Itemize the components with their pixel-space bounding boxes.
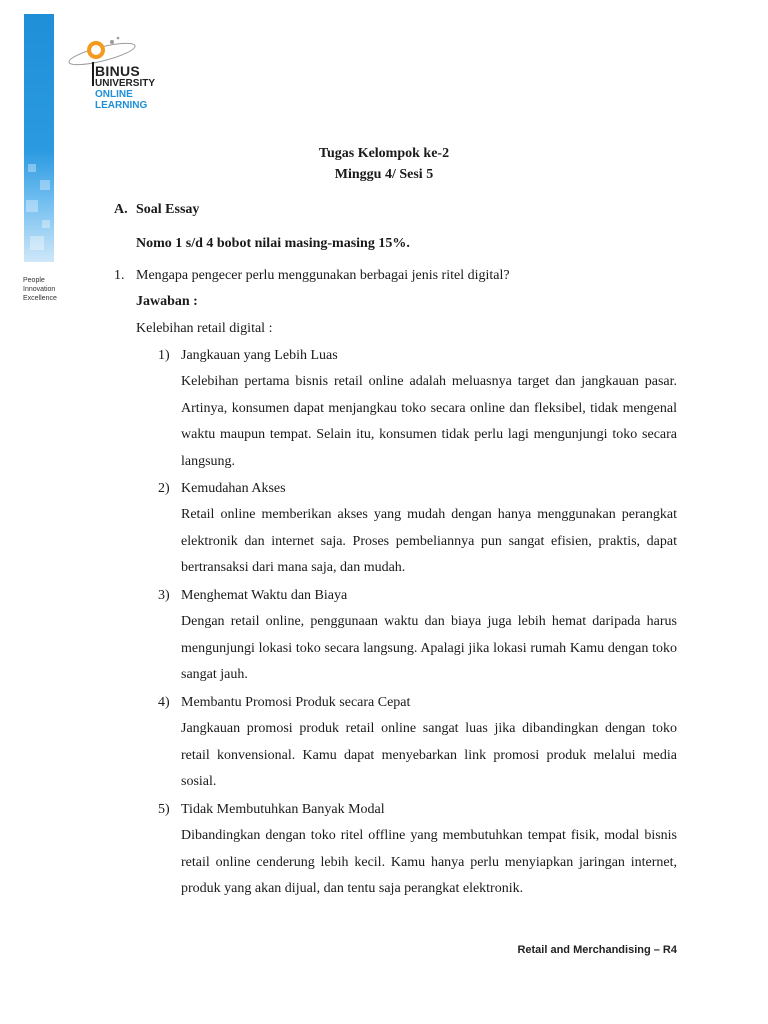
logo-wordmark: [95, 64, 155, 111]
logo-line-learning: LEARNING: [95, 100, 148, 111]
logo-line-online: ONLINE: [95, 89, 133, 100]
tagline-line: Innovation: [23, 286, 56, 293]
page-footer: Retail and Merchandising – R4: [517, 944, 677, 956]
tagline-line: People: [23, 277, 45, 284]
answer-intro: Kelebihan retail digital :: [136, 321, 273, 336]
weighting-note: Nomo 1 s/d 4 bobot nilai masing-masing 15%.: [136, 236, 410, 251]
list-item-number: 2): [158, 481, 170, 496]
logo-line-university: UNIVERSITY: [95, 78, 156, 89]
question-1: [114, 268, 684, 284]
answer-label: Jawaban :: [136, 294, 198, 309]
list-item-heading: Membantu Promosi Produk secara Cepat: [181, 695, 411, 710]
section-heading: [114, 202, 199, 218]
list-item-number: 4): [158, 695, 170, 710]
list-item-title: [158, 802, 385, 818]
section-marker: A.: [114, 202, 128, 217]
list-item-number: 5): [158, 802, 170, 817]
list-item-title: [158, 348, 338, 364]
list-item-number: 3): [158, 588, 170, 603]
list-item-heading: Jangkauan yang Lebih Luas: [181, 348, 338, 363]
tagline: [23, 276, 57, 303]
list-item-body: Dengan retail online, penggunaan waktu dan biaya juga lebih hemat daripada harus mengunjungi lokasi toko secara langsung. Apalagi jika lokasi rumah Kamu dengan toko sangat jauh.: [181, 614, 677, 683]
list-item-heading: Menghemat Waktu dan Biaya: [181, 588, 348, 603]
list-item-body: Retail online memberikan akses yang mudah dengan hanya menggunakan perangkat elektronik dan internet saja. Proses pembeliannya pun sangat efisien, praktis, dapat bertransaksi dari mana saja, dan mudah.: [181, 507, 677, 576]
question-number: 1.: [114, 268, 125, 283]
list-item-heading: Kemudahan Akses: [181, 481, 286, 496]
list-item-body: Dibandingkan dengan toko ritel offline yang membutuhkan tempat fisik, modal bisnis retail online cenderung lebih kecil. Kamu hanya perlu menyiapkan jaringan internet, produk yang akan dijual, dan tentu saja perangkat elektronik.: [181, 828, 677, 897]
brand-side-strip: [24, 14, 54, 262]
logo-line-binus: BINUS: [95, 63, 141, 79]
question-text: Mengapa pengecer perlu menggunakan berbagai jenis ritel digital?: [136, 268, 510, 283]
section-label: Soal Essay: [136, 202, 200, 217]
list-item-title: [158, 695, 410, 711]
tagline-line: Excellence: [23, 295, 57, 302]
list-item-body: Jangkauan promosi produk retail online sangat luas jika dibandingkan dengan toko retail konvensional. Kamu dapat menyebarkan link promosi produk melalui media sosial.: [181, 721, 677, 790]
list-item-body: Kelebihan pertama bisnis retail online adalah meluasnya target dan jangkauan pasar. Artinya, konsumen dapat menjangkau toko secara online dan fleksibel, tidak mengenal waktu maupun tempat. Selain itu, konsumen tidak perlu lagi mengunjungi toko secara langsung.: [181, 374, 677, 469]
list-item-title: [158, 588, 347, 604]
document-subtitle: Minggu 4/ Sesi 5: [334, 167, 434, 182]
list-item-title: [158, 481, 286, 497]
list-item-heading: Tidak Membutuhkan Banyak Modal: [181, 802, 385, 817]
document-title: Tugas Kelompok ke-2: [318, 146, 450, 161]
list-item-number: 1): [158, 348, 170, 363]
